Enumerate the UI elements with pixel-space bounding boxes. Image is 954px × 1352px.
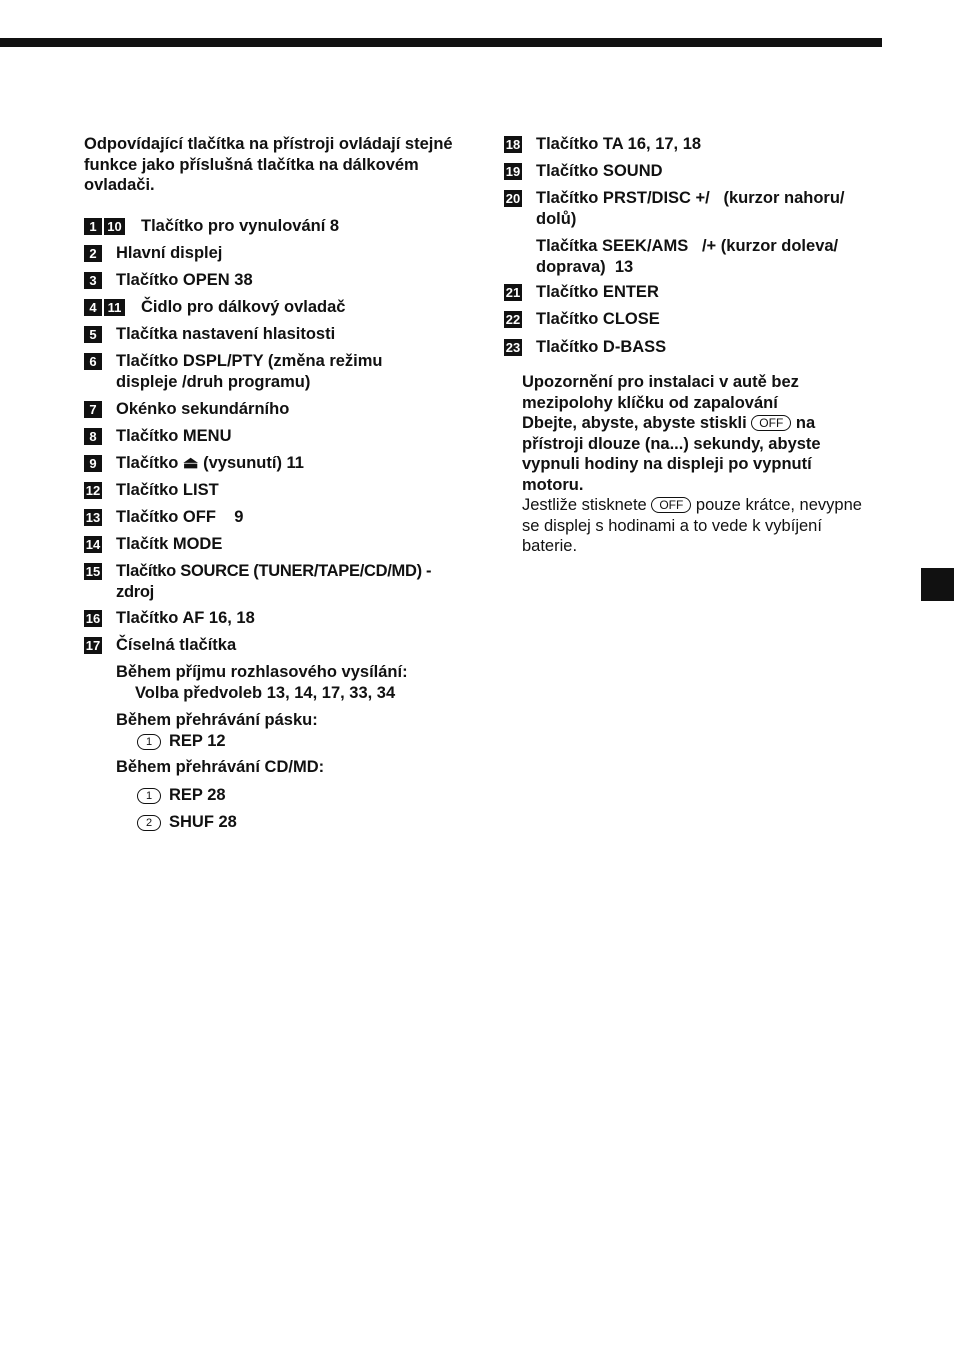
item-number-badge: 17 — [85, 638, 101, 653]
top-rule — [0, 38, 882, 47]
item-number-badge: 22 — [505, 312, 521, 327]
item-label: Tlačítko SOUND — [536, 162, 663, 180]
item-label: Tlačítko SOURCE (TUNER/TAPE/CD/MD) - zdroj — [116, 562, 432, 601]
tape-rep-line: 1 REP 12 — [137, 731, 487, 752]
item-label: Tlačítko PRST/DISC +/ (kurzor nahoru/ dolů) — [536, 189, 850, 228]
item-number-badge: 20 — [505, 191, 521, 206]
item-number-badge: 21 — [505, 285, 521, 300]
item-label: Tlačítko LIST — [116, 481, 219, 499]
item-number-badge: 15 — [85, 564, 101, 579]
item-number-badge: 3 — [84, 272, 102, 289]
item-number-badge: 6 — [84, 353, 102, 370]
off-button-icon: OFF — [751, 415, 791, 431]
item-number-badge: 18 — [505, 137, 521, 152]
item-label: Tlačítko TA 16, 17, 18 — [536, 135, 702, 153]
item-number-badge: 4 11 — [84, 299, 125, 316]
item-number-badge: 9 — [84, 455, 102, 472]
item-label: Tlačítko MENU — [116, 427, 232, 445]
item-label: Tlačítka nastavení hlasitosti — [116, 325, 336, 343]
cd-shuf-line: 2 SHUF 28 — [137, 812, 487, 833]
note-warning: Dbejte, abyste, abyste stiskli OFF na přístroji dlouze (na...) sekundy, abyste vypnuli hodiny na displeji po vypnutí motoru. — [522, 414, 821, 494]
radio-presets-text: Volba předvoleb 13, 14, 17, 33, 34 — [135, 684, 396, 702]
intro-paragraph: Odpovídající tlačítka na přístroji ovládají stejné funkce jako příslušná tlačítka na dálkovém ovladači. — [84, 135, 453, 194]
radio-heading: Během příjmu rozhlasového vysílání: — [116, 663, 408, 681]
item-label: Číselná tlačítka — [116, 636, 237, 654]
item-label: Hlavní displej — [116, 244, 223, 262]
cd-rep-line: 1 REP 28 — [137, 785, 487, 806]
button-2-icon: 2 — [137, 815, 161, 831]
item-label: Tlačítko OFF 9 — [116, 508, 244, 526]
section-tab-marker — [921, 568, 954, 601]
item-number-badge: 23 — [505, 340, 521, 355]
note-title: Upozornění pro instalaci v autě bez mezipolohy klíčku od zapalování — [522, 373, 799, 412]
item-label: Tlačítko ⏏ (vysunutí) 11 — [116, 454, 304, 472]
item-number-badge: 16 — [85, 611, 101, 626]
item-number-badge: 14 — [85, 537, 101, 552]
item-label: Tlačítka SEEK/AMS /+ (kurzor doleva/ doprava) 13 — [536, 237, 843, 276]
item-label: Tlačítko CLOSE — [536, 310, 660, 328]
item-label: Okénko sekundárního — [116, 400, 290, 418]
installation-note — [522, 372, 867, 557]
off-button-icon: OFF — [651, 497, 691, 513]
tape-heading: Během přehrávání pásku: — [116, 711, 318, 729]
item-number-badge: 8 — [84, 428, 102, 445]
item-label: Tlačítko pro vynulování 8 — [141, 217, 340, 235]
button-1-icon: 1 — [137, 734, 161, 750]
item-label: Tlačítko AF 16, 18 — [116, 609, 255, 627]
item-label: Tlačítko OPEN 38 — [116, 271, 253, 289]
item-number-badge: 12 — [85, 483, 101, 498]
cd-heading: Během přehrávání CD/MD: — [116, 758, 325, 776]
item-number-badge: 5 — [84, 326, 102, 343]
item-number-badge: 2 — [84, 245, 102, 262]
item-label: Čidlo pro dálkový ovladač — [141, 298, 346, 316]
item-label: Tlačítk MODE — [116, 535, 223, 553]
item-label: Tlačítko DSPL/PTY (změna režimu displeje /druh programu) — [116, 352, 383, 391]
note-consequence: Jestliže stisknete OFF pouze krátce, nevypne se displej s hodinami a to vede k vybíjení baterie. — [522, 496, 862, 555]
item-number-badge: 13 — [85, 510, 101, 525]
item-number-badge: 1 10 — [84, 218, 125, 235]
item-label: Tlačítko D-BASS — [536, 338, 667, 356]
item-number-badge: 19 — [505, 164, 521, 179]
button-1-icon: 1 — [137, 788, 161, 804]
item-label: Tlačítko ENTER — [536, 283, 659, 301]
item-number-badge: 7 — [84, 401, 102, 418]
